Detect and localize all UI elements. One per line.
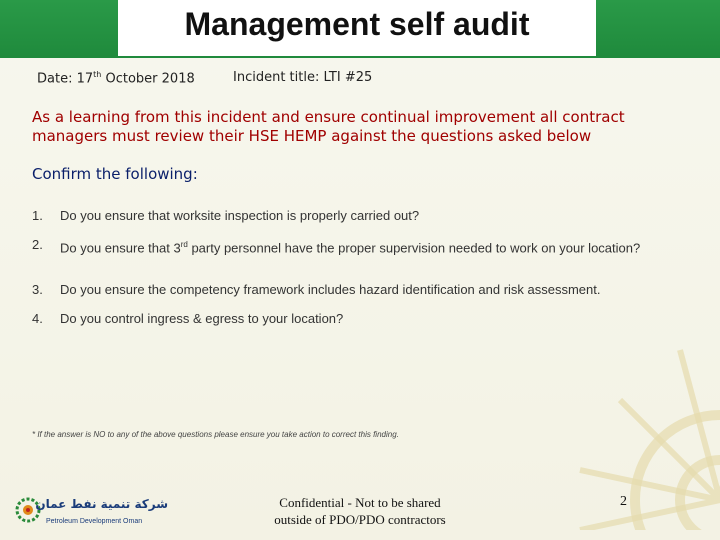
footer-confidential bbox=[240, 494, 480, 528]
question-number: 1. bbox=[32, 208, 43, 223]
footnote: * If the answer is NO to any of the above questions please ensure you take action to correct this finding. bbox=[32, 430, 399, 439]
incident-title: Incident title: LTI #25 bbox=[233, 70, 373, 85]
question-text: Do you ensure the competency framework includes hazard identification and risk assessment. bbox=[60, 282, 601, 297]
sunburst-decoration bbox=[560, 330, 720, 530]
question-text: Do you ensure that 3rd party personnel have the proper supervision needed to work on your location? bbox=[60, 240, 641, 256]
date-label: Date: 17th October 2018 bbox=[37, 70, 195, 87]
question-number: 4. bbox=[32, 311, 43, 326]
intro-text: As a learning from this incident and ensure continual improvement all contract managers must review their HSE HEMP against the questions asked below bbox=[32, 108, 625, 145]
footer-line-1: Confidential - Not to be shared bbox=[279, 495, 441, 510]
footer-line-2: outside of PDO/PDO contractors bbox=[274, 512, 446, 527]
logo-english: Petroleum Development Oman bbox=[46, 518, 143, 525]
question-number: 3. bbox=[32, 282, 43, 297]
page-number: 2 bbox=[620, 494, 627, 509]
question-text: Do you control ingress & egress to your location? bbox=[60, 311, 344, 326]
logo-arabic: شركة تنمية نفط عمان bbox=[35, 497, 168, 511]
question-number: 2. bbox=[32, 237, 43, 252]
confirm-label: Confirm the following: bbox=[32, 165, 198, 183]
question-text: Do you ensure that worksite inspection is properly carried out? bbox=[60, 208, 420, 223]
page-title: Management self audit bbox=[184, 6, 530, 42]
